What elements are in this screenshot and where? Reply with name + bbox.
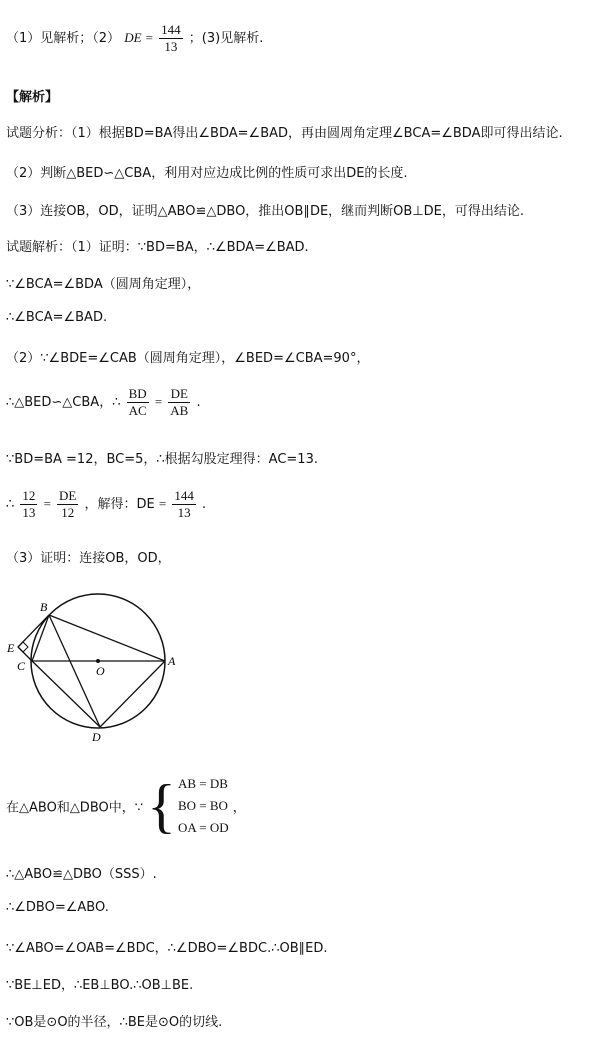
answer-numerator: 144 [161,22,181,37]
fraction-144-13 [172,488,196,521]
answer-line [6,22,263,55]
solution-line-5 [6,386,201,419]
equation-ab-db: AB = DB [177,776,228,791]
answer-equals: = [145,30,154,45]
solution-heading: 【解析】 [6,90,59,105]
solution-line-10: ∴△ABO≌△DBO（SSS）. [6,867,157,882]
label-b: B [40,600,48,614]
solution-line-8: （3）证明：连接OB，OD， [6,551,171,566]
analysis-line-3: （3）连接OB，OD，证明△ABO≌△DBO，推出OB∥DE，继而判断OB⊥DE，可得出结论. [6,204,525,219]
solution-line-3: ∴∠BCA=∠BAD. [6,310,108,325]
fraction-numerator: DE [168,386,190,403]
right-angle-mark [18,642,28,652]
solution-line-11: ∴∠DBO=∠ABO. [6,900,109,915]
fraction-de-ab [168,386,190,419]
solution-line-12: ∵∠ABO=∠OAB=∠BDC，∴∠DBO=∠BDC.∴OB∥ED. [6,941,328,956]
geometry-figure [0,590,200,750]
solution-line-7 [6,488,206,521]
fraction-numerator: 12 [22,488,36,503]
answer-de-variable: DE [124,30,142,45]
fraction-12-13 [20,488,37,521]
solution-line-14: ∵OB是⊙O的半径，∴BE是⊙O的切线. [6,1015,223,1030]
fraction-numerator: 144 [174,488,194,503]
fraction-denominator: 13 [177,505,191,520]
solution-line-1: 试题解析：（1）证明：∵BD=BA，∴∠BDA=∠BAD. [6,240,309,255]
equals-sign: = [43,496,51,511]
segment-ad [100,661,165,727]
label-a: A [168,654,176,668]
solution-line-13: ∵BE⊥ED，∴EB⊥BO.∴OB⊥BE. [6,978,194,993]
answer-part1: （1）见解析；（2） [6,31,121,46]
equation-list [178,773,229,839]
equation-system [147,773,228,839]
solution-line-2: ∵∠BCA=∠BDA（圆周角定理）， [6,277,201,292]
fraction-numerator: BD [128,386,147,401]
label-o: O [96,664,105,678]
analysis-line-1: 试题分析：（1）根据BD=BA得出∠BDA=∠BAD，再由圆周角定理∠BCA=∠BDA即可得出结论. [6,126,563,141]
fraction-bd-ac [127,386,149,419]
equals-sign: = [154,394,163,409]
solution-line-6: ∵BD=BA =12，BC=5，∴根据勾股定理得：AC=13. [6,452,318,467]
label-e: E [7,641,15,655]
line5-prefix: ∴△BED∽△CBA，∴ [6,395,121,410]
solution-line-4: （2）∵∠BDE=∠CAB（圆周角定理），∠BED=∠CBA=90°， [6,351,370,366]
answer-fraction [159,22,183,55]
fraction-denominator: AB [170,403,189,418]
line9-prefix: 在△ABO和△DBO中，∵ [6,800,144,816]
fraction-de-12 [57,488,78,521]
equals-sign: = [158,496,167,511]
line7-prefix: ∴ [6,497,15,512]
label-c: C [17,659,26,673]
segment-cd [32,661,100,727]
fraction-denominator: 12 [61,505,75,520]
line5-suffix: . [196,395,201,410]
solution-line-9 [6,773,246,839]
equation-oa-od: OA = OD [177,820,229,835]
analysis-line-2: （2）判断△BED∽△CBA，利用对应边成比例的性质可求出DE的长度. [6,166,408,181]
fraction-denominator: 13 [22,505,36,520]
equation-bo-bo: BO = BO [177,798,228,813]
answer-denominator: 13 [164,39,178,54]
line7-suffix: . [202,497,207,512]
line9-suffix: ， [232,800,246,816]
center-point [96,659,100,663]
answer-part3: ；(3)见解析. [188,31,264,46]
left-brace: { [147,773,176,839]
fraction-numerator: DE [59,488,77,503]
line7-middle: ，解得：DE [84,497,155,512]
label-d: D [92,730,101,744]
fraction-denominator: AC [128,403,147,418]
